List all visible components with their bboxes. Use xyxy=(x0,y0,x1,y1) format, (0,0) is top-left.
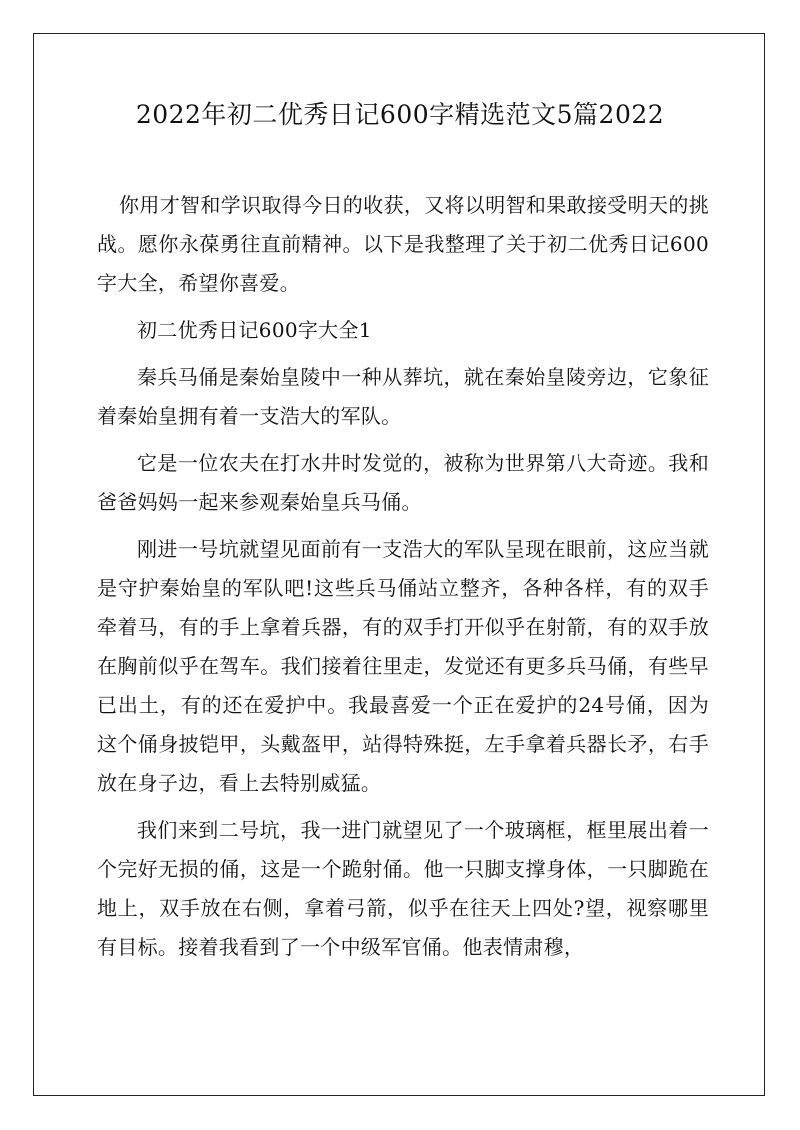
paragraph: 刚进一号坑就望见面前有一支浩大的军队呈现在眼前，这应当就是守护秦始皇的军队吧!这些兵马俑站立整齐，各种各样，有的双手牵着马，有的手上拿着兵器，有的双手打开似乎在射箭，有的双手放在胸前似乎在驾车。我们接着往里走，发觉还有更多兵马俑，有些早已出土，有的还在爱护中。我最喜爱一个正在爱护的24号俑，因为这个俑身披铠甲，头戴盔甲，站得特殊挺，左手拿着兵器长矛，右手放在身子边，看上去特别威猛。 xyxy=(97,537,709,795)
document-title: 2022年初二优秀日记600字精选范文5篇2022 xyxy=(135,100,665,129)
paragraph: 它是一位农夫在打水井时发觉的，被称为世界第八大奇迹。我和爸爸妈妈一起来参观秦始皇兵马俑。 xyxy=(97,451,709,514)
paragraph-intro: 你用才智和学识取得今日的收获，又将以明智和果敢接受明天的挑战。愿你永葆勇往直前精神。以下是我整理了关于初二优秀日记600字大全，希望你喜爱。 xyxy=(97,193,709,295)
paragraph-section-heading: 初二优秀日记600字大全1 xyxy=(137,318,372,342)
paragraph: 我们来到二号坑，我一进门就望见了一个玻璃框，框里展出着一个完好无损的俑，这是一个跪射俑。他一只脚支撑身体，一只脚跪在地上，双手放在右侧，拿着弓箭，似乎在往天上四处?望，视察哪里有目标。接着我看到了一个中级军官俑。他表情肃穆， xyxy=(97,818,709,959)
document-body xyxy=(97,186,709,975)
paragraph: 秦兵马俑是秦始皇陵中一种从葬坑，就在秦始皇陵旁边，它象征着秦始皇拥有着一支浩大的军队。 xyxy=(97,365,709,428)
